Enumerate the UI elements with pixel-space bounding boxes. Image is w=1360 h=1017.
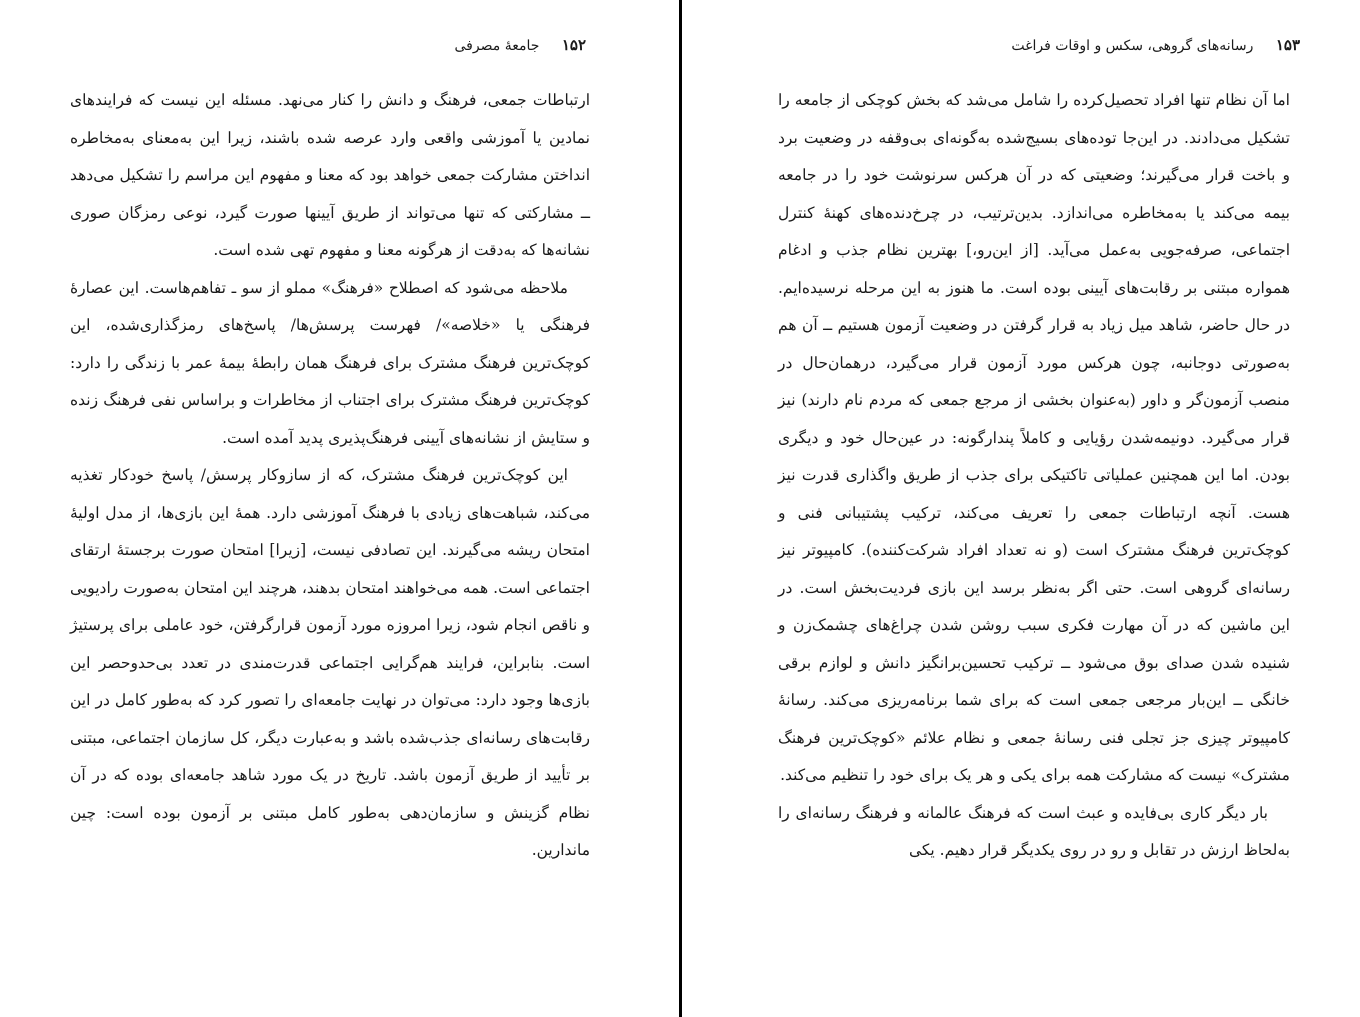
right-page-number: ۱۵۳ bbox=[1275, 36, 1300, 54]
left-running-head: جامعهٔ مصرفی bbox=[454, 38, 540, 54]
right-paragraph-1: اما آن نظام تنها افراد تحصیل‌کرده را شامل می‌شد که بخش کوچکی از جامعه را تشکیل می‌دادند. در این‌جا توده‌های بسیج‌شده به‌گونه‌ای بی‌وقفه در وضعیت برد و باخت قرار می‌گیرند؛ وضعیتی که در آن هرکس سرنوشت خود را در جامعه بیمه می‌کند یا به‌مخاطره می‌اندازد. بدین‌ترتیب، در چرخ‌دنده‌های کهنهٔ کنترل اجتماعی، صرفه‌جویی به‌عمل می‌آید. [از این‌رو،] بهترین نظام جذب و ادغام همواره مبتنی بر رقابت‌های آیینی بوده است. ما هنوز به این مرحله نرسیده‌ایم. در حال حاضر، شاهد میل زیاد به قرار گرفتن در وضعیت آزمون هستیم ــ آن هم به‌صورتی دوجانبه، چون هرکس مورد آزمون قرار می‌گیرد، درهمان‌حال در منصب آزمون‌گر و داور (به‌عنوان بخشی از مرجع جمعی که مردم نام دارند) نیز قرار می‌گیرد. دونیمه‌شدن رؤیایی و کاملاً پندارگونه: در عین‌حال خود و دیگری بودن. اما این همچنین عملیاتی تاکتیکی برای جذب از طریق واگذاری قدرت نیز هست. آنچه ارتباطات جمعی را تعریف می‌کند، ترکیب پشتیبانی فنی و کوچک‌ترین فرهنگ مشترک است (و نه تعداد افراد شرکت‌کننده). کامپیوتر نیز رسانه‌ای گروهی است. حتی اگر به‌نظر برسد این بازی فردیت‌بخش است. در این ماشین که در آن مهارت فکری سبب روشن شدن چراغ‌های چشمک‌زن و شنیده شدن صدای بوق می‌شود ــ ترکیب تحسین‌برانگیز دانش و لوازم برقی خانگی ــ این‌بار مرجعی جمعی است که برای شما برنامه‌ریزی می‌کند. رسانهٔ کامپیوتر چیزی جز تجلی فنی رسانهٔ جمعی و نظام علائم «کوچک‌ترین فرهنگ مشترک» نیست که مشارکت همه برای یکی و هر یک برای خود را تنظیم می‌کند. bbox=[778, 91, 1290, 784]
right-page bbox=[683, 0, 1360, 1017]
left-paragraph-3: این کوچک‌ترین فرهنگ مشترک، که از سازوکار پرسش/ پاسخ خودکار تغذیه می‌کند، شباهت‌های زیادی با فرهنگ آموزشی دارد. همهٔ این بازی‌ها، از مدل اولیهٔ امتحان ریشه می‌گیرند. این تصادفی نیست، [زیرا] امتحان صورت برجستهٔ ارتقای اجتماعی است. همه می‌خواهند امتحان بدهند، هرچند این امتحان به‌صورت رادیویی و ناقص انجام شود، زیرا امروزه مورد آزمون قرارگرفتن، خود عاملی برای پرستیژ است. بنابراین، فرایند هم‌گرایی اجتماعی قدرت‌مندی در تعدد بی‌حدوحصر این بازی‌ها وجود دارد: می‌توان در نهایت جامعه‌ای را تصور کرد که به‌طور کامل در این رقابت‌های رسانه‌ای جذب‌شده باشد و به‌عبارت دیگر، کل سازمان اجتماعی، مبتنی بر تأیید از طریق آزمون باشد. تاریخ در یک مورد شاهد جامعه‌ای بوده که در آن نظام گزینش و سازمان‌دهی به‌طور کامل مبتنی بر آزمون بوده است: چین ماندارین. bbox=[70, 466, 590, 859]
left-page-header bbox=[455, 36, 586, 54]
left-page-number: ۱۵۲ bbox=[561, 36, 586, 54]
left-page-body bbox=[70, 82, 590, 870]
right-page-header bbox=[1011, 36, 1300, 54]
book-gutter bbox=[679, 0, 682, 1017]
right-page-body bbox=[778, 82, 1290, 870]
left-paragraph-2: ملاحظه می‌شود که اصطلاح «فرهنگ» مملو از سو ـ تفاهم‌هاست. این عصارهٔ فرهنگی یا «خلاصه»/ فهرست پرسش‌ها/ پاسخ‌های رمزگذاری‌شده، این کوچک‌ترین فرهنگ مشترک برای فرهنگ همان رابطهٔ بیمهٔ عمر با زندگی را دارد: کوچک‌ترین فرهنگ مشترک برای اجتناب از مخاطرات و براساس نفی فرهنگ زنده و ستایش از نشانه‌های آیینی فرهنگ‌پذیری پدید آمده است. bbox=[70, 278, 590, 447]
left-paragraph-1: ارتباطات جمعی، فرهنگ و دانش را کنار می‌نهد. مسئله این نیست که فرایندهای نمادین یا آموزشی واقعی وارد عرصه شده باشند، زیرا این به‌معنای به‌مخاطره انداختن مشارکت جمعی خواهد بود که معنا و مفهوم این مراسم را تشکیل می‌دهد ــ مشارکتی که تنها می‌تواند از طریق آیینها صورت گیرد، نوعی رمزگان صوری نشانه‌ها که به‌دقت از هرگونه معنا و مفهوم تهی شده است. bbox=[70, 91, 590, 259]
right-paragraph-2: بار دیگر کاری بی‌فایده و عبث است که فرهنگ عالمانه و فرهنگ رسانه‌ای را به‌لحاظ ارزش در تقابل و رو در روی یکدیگر قرار دهیم. یکی bbox=[778, 803, 1290, 859]
right-running-head: رسانه‌های گروهی، سکس و اوقات فراغت bbox=[1011, 38, 1254, 54]
